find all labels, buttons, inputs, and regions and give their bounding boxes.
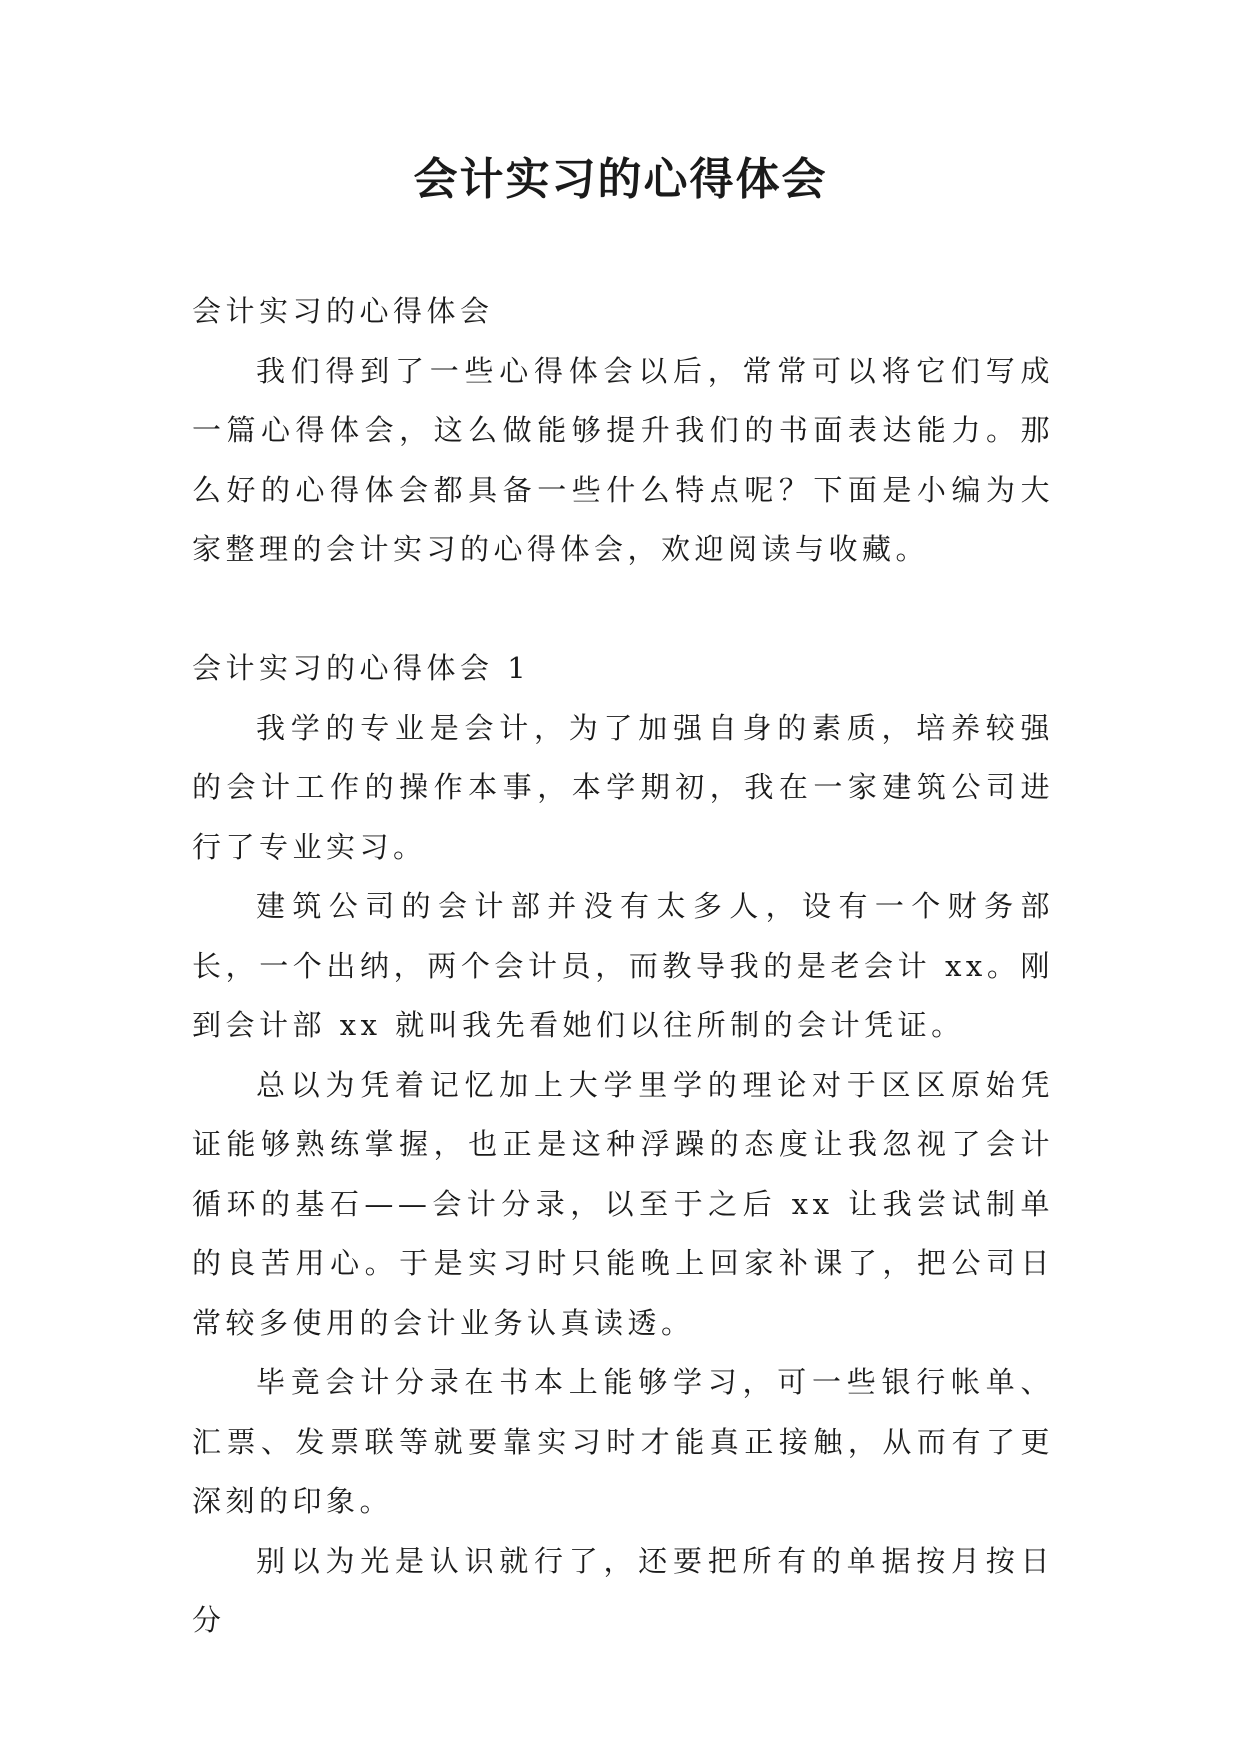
paragraph-gap xyxy=(192,580,1054,640)
body-paragraph: 别以为光是认识就行了，还要把所有的单据按月按日分 xyxy=(192,1543,1054,1637)
section-heading: 会计实习的心得体会 1 xyxy=(192,651,531,685)
document-title: 会计实习的心得体会 xyxy=(413,154,828,205)
body-paragraph: 我学的专业是会计，为了加强自身的素质，培养较强的会计工作的操作本事，本学期初，我在一家建筑公司进行了专业实习。 xyxy=(192,710,1054,864)
body-paragraph: 总以为凭着记忆加上大学里学的理论对于区区原始凭证能够熟练掌握，也正是这种浮躁的态度让我忽视了会计循环的基石——会计分录，以至于之后 xx 让我尝试制单的良苦用心。于是实习时只能晚上回家补课了，把公司日常较多使用的会计业务认真读透。 xyxy=(192,1067,1054,1340)
body-paragraph: 建筑公司的会计部并没有太多人，设有一个财务部长，一个出纳，两个会计员，而教导我的是老会计 xx。刚到会计部 xx 就叫我先看她们以往所制的会计凭证。 xyxy=(192,889,1054,1042)
body-paragraph: 毕竟会计分录在书本上能够学习，可一些银行帐单、汇票、发票联等就要靠实习时才能真正接触，从而有了更深刻的印象。 xyxy=(192,1365,1054,1518)
intro-paragraph: 我们得到了一些心得体会以后，常常可以将它们写成一篇心得体会，这么做能够提升我们的书面表达能力。那么好的心得体会都具备一些什么特点呢？下面是小编为大家整理的会计实习的心得体会，欢迎阅读与收藏。 xyxy=(192,353,1054,566)
intro-heading: 会计实习的心得体会 xyxy=(192,294,494,328)
document-body xyxy=(192,282,1054,1651)
